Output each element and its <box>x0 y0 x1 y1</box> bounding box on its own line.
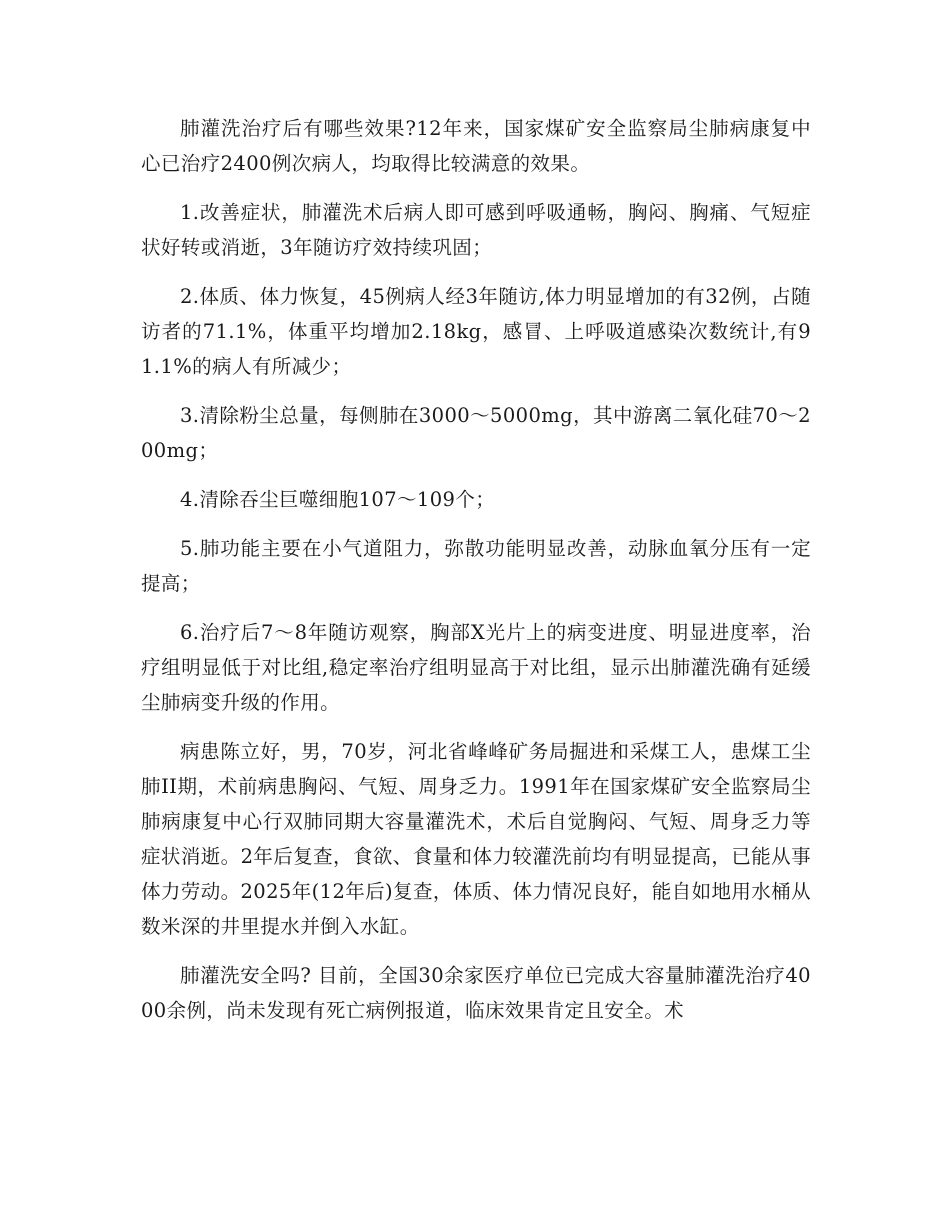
paragraph-item-6: 6.治疗后7～8年随访观察，胸部X光片上的病变进度、明显进度率，治疗组明显低于对比组,稳定率治疗组明显高于对比组，显示出肺灌洗确有延缓尘肺病变升级的作用。 <box>141 621 811 714</box>
document-body <box>141 111 811 1042</box>
paragraph-item-1: 1.改善症状，肺灌洗术后病人即可感到呼吸通畅，胸闷、胸痛、气短症状好转或消逝，3年随访疗效持续巩固； <box>141 201 811 259</box>
paragraph-case: 病患陈立好，男，70岁，河北省峰峰矿务局掘进和采煤工人，患煤工尘肺II期，术前病患胸闷、气短、周身乏力。1991年在国家煤矿安全监察局尘肺病康复中心行双肺同期大容量灌洗术，术后自觉胸闷、气短、周身乏力等症状消逝。2年后复查，食欲、食量和体力较灌洗前均有明显提高，已能从事体力劳动。2025年(12年后)复查，体质、体力情况良好，能自如地用水桶从数米深的井里提水并倒入水缸。 <box>141 740 811 938</box>
paragraph-item-4: 4.清除吞尘巨噬细胞107～109个； <box>180 488 496 511</box>
paragraph-item-5: 5.肺功能主要在小气道阻力，弥散功能明显改善，动脉血氧分压有一定提高； <box>141 537 811 595</box>
paragraph-item-2: 2.体质、体力恢复，45例病人经3年随访,体力明显增加的有32例，占随访者的71.1%，体重平均增加2.18kg，感冒、上呼吸道感染次数统计,有91.1%的病人有所减少； <box>141 285 811 378</box>
paragraph-safety: 肺灌洗安全吗? 目前，全国30余家医疗单位已完成大容量肺灌洗治疗4000余例，尚未发现有死亡病例报道，临床效果肯定且安全。术 <box>141 964 811 1022</box>
paragraph-intro: 肺灌洗治疗后有哪些效果?12年来，国家煤矿安全监察局尘肺病康复中心已治疗2400例次病人，均取得比较满意的效果。 <box>141 117 811 175</box>
paragraph-item-3: 3.清除粉尘总量，每侧肺在3000～5000mg，其中游离二氧化硅70～200mg； <box>141 404 811 462</box>
